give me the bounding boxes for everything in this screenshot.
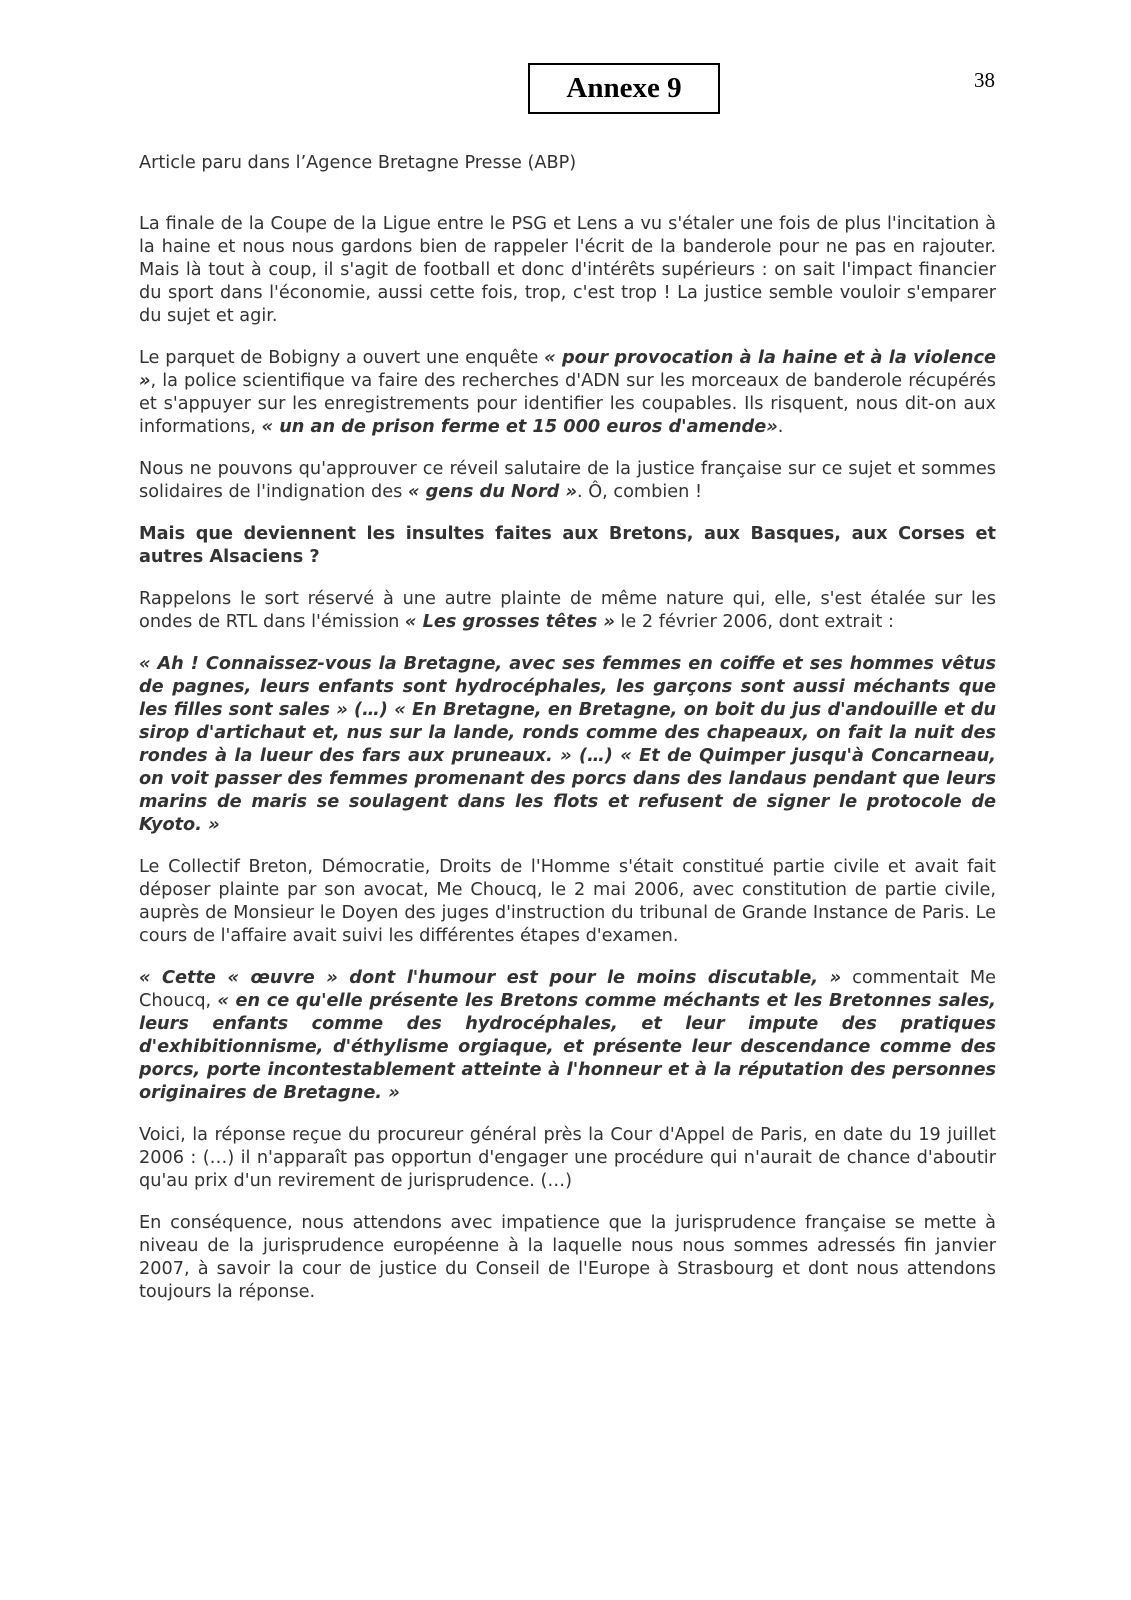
text: , la police scientifique va faire des recherches d'ADN sur les morceaux de banderole récupérés et s'appuyer sur les enregistrements pour identifier les coupables. Ils risquent, nous dit-on aux informations, xyxy=(139,371,996,437)
paragraph-question: Mais que deviennent les insultes faites aux Bretons, aux Basques, aux Corses et autres Alsaciens ? xyxy=(139,524,996,567)
paragraph-complaint: Le Collectif Breton, Démocratie, Droits de l'Homme s'était constitué partie civile et avait fait déposer plainte par son avocat, Me Choucq, le 2 mai 2006, avec constitution de partie civile, auprès de Monsieur le Doyen des juges d'instruction du tribunal de Grande Instance de Paris. Le cours de l'affaire avait suivi les différentes étapes d'examen. xyxy=(139,857,996,946)
quote-show-title: « Les grosses têtes » xyxy=(404,612,615,632)
paragraph-intro: La finale de la Coupe de la Ligue entre le PSG et Lens a vu s'étaler une fois de plus l'incitation à la haine et nous nous gardons bien de rappeler l'écrit de la banderole pour ne pas en rajouter. Mais là tout à coup, il s'agit de football et donc d'intérêts supérieurs : on sait l'impact financier du sport dans l'économie, aussi cette fois, trop, c'est trop ! La justice semble vouloir s'emparer du sujet et agir. xyxy=(139,214,996,326)
paragraph-conclusion: En conséquence, nous attendons avec impatience que la jurisprudence française se mette à niveau de la jurisprudence européenne à la laquelle nous nous sommes adressés fin janvier 2007, à savoir la cour de justice du Conseil de l'Europe à Strasbourg et dont nous attendons toujours la réponse. xyxy=(139,1213,996,1302)
quote-penalty: « un an de prison ferme et 15 000 euros d'amende» xyxy=(261,417,778,437)
text: le 2 février 2006, dont extrait : xyxy=(614,612,894,632)
quote-provocation: « pour provocation à la haine et à la violence » xyxy=(139,348,996,391)
article-body xyxy=(139,152,996,1323)
text: . xyxy=(777,417,784,437)
paragraph-extract: « Ah ! Connaissez-vous la Bretagne, avec ses femmes en coiffe et ses hommes vêtus de pagnes, leurs enfants sont hydrocéphales, les garçons sont aussi méchants que les filles sont sales » (…) « En Bretagne, en Bretagne, on boit du jus d'andouille et du sirop d'artichaut et, nus sur la lande, ronds comme des chapeaux, on fait la nuit des rondes à la lueur des fars aux pruneaux. » (…) « Et de Quimper jusqu'à Concarneau, on voit passer des femmes promenant des porcs dans des landaus pendant que leurs marins de maris se soulagent dans les flots et refusent de signer le protocole de Kyoto. » xyxy=(139,654,996,835)
text: Rappelons le sort réservé à une autre plainte de même nature qui, elle, s'est étalée sur les ondes de RTL dans l'émission xyxy=(139,589,996,632)
text: commentait Me Choucq, xyxy=(139,968,996,1011)
text: Le parquet de Bobigny a ouvert une enquête xyxy=(139,348,545,368)
quote-gens-du-nord: « gens du Nord » xyxy=(407,482,577,502)
paragraph-lawyer xyxy=(139,967,996,1105)
paragraph-rtl xyxy=(139,588,996,634)
page-number: 38 xyxy=(974,68,995,92)
paragraph-approval xyxy=(139,458,996,504)
paragraph-investigation xyxy=(139,347,996,439)
text: Nous ne pouvons qu'approuver ce réveil salutaire de la justice française sur ce sujet et sommes solidaires de l'indignation des xyxy=(139,459,996,502)
quote-lawyer: « en ce qu'elle présente les Bretons comme méchants et les Bretonnes sales, leurs enfants comme des hydrocéphales, et leur impute des pratiques d'exhibitionnisme, d'éthylisme orgiaque, et présente leur descendance comme des porcs, porte incontestablement atteinte à l'honneur et à la réputation des personnes originaires de Bretagne. » xyxy=(139,991,996,1103)
text: . Ô, combien ! xyxy=(576,482,703,502)
annexe-title-box xyxy=(528,63,720,114)
paragraph-response: Voici, la réponse reçue du procureur général près la Cour d'Appel de Paris, en date du 19 juillet 2006 : (…) il n'apparaît pas opportun d'engager une procédure qui n'aurait de chance d'aboutir qu'au prix d'un revirement de jurisprudence. (…) xyxy=(139,1125,996,1191)
quote-oeuvre: « Cette « œuvre » dont l'humour est pour le moins discutable, » xyxy=(139,968,842,988)
annexe-title: Annexe 9 xyxy=(566,72,682,104)
article-source: Article paru dans l’Agence Bretagne Presse (ABP) xyxy=(139,153,577,173)
